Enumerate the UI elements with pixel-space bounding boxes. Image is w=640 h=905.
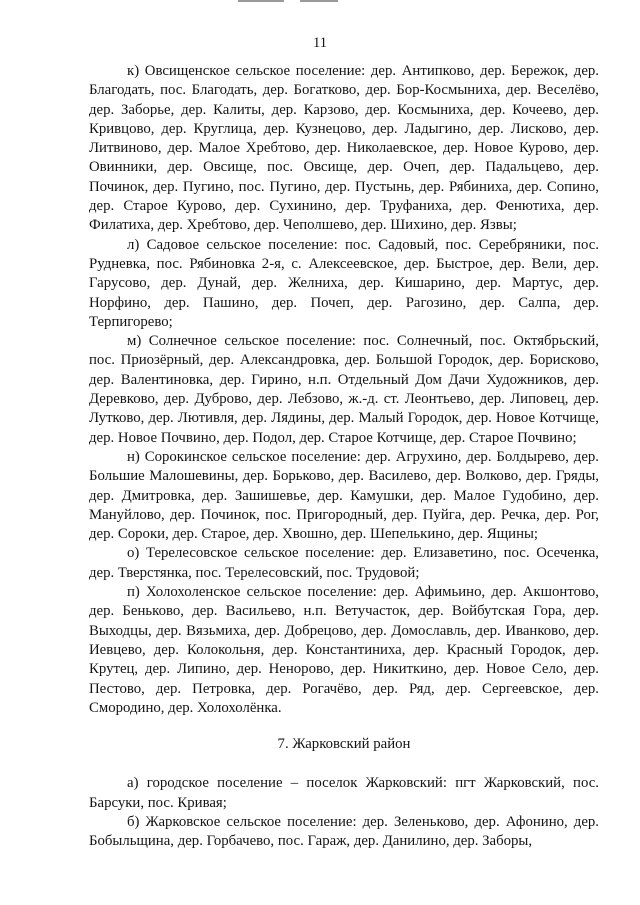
paragraph-zharkovskoe-selskoe: б) Жарковское сельское поселение: дер. Зеленьково, дер. Афонино, дер. Бобыльщина, дер. Горбачево, пос. Гараж, дер. Данилино, дер. Заборы, [89, 813, 599, 850]
paragraph-solnechnoe: м) Солнечное сельское поселение: пос. Солнечный, пос. Октябрьский, пос. Приозёрный, дер. Александровка, дер. Большой Городок, дер. Борисково, дер. Валентиновка, дер. Гирино, н.п. Отдельный Дом Дачи Художников, дер. Деревково, дер. Дуброво, дер. Лебзово, ж.-д. ст. Леонтьево, дер. Липовец, дер. Лутково, дер. Лютивля, дер. Лядины, дер. Малый Городок, дер. Новое Котчище, дер. Новое Почвино, дер. Подол, дер. Старое Котчище, дер. Старое Почвино; [89, 333, 599, 446]
spacer [89, 718, 599, 735]
spacer [89, 754, 599, 774]
paragraph-terelesovskoe: о) Терелесовское сельское поселение: дер. Елизаветино, пос. Осеченка, дер. Тверстянка, пос. Терелесовский, пос. Трудовой; [89, 545, 599, 581]
page-number: 11 [313, 35, 327, 51]
section-heading: 7. Жарковский район [277, 736, 411, 753]
top-edge-rule [238, 0, 284, 2]
document-body [89, 62, 599, 852]
paragraph-gorodskoe-zharkovsky: а) городское поселение – поселок Жарковский: пгт Жарковский, пос. Барсуки, пос. Кривая; [89, 775, 599, 811]
top-edge-rule [300, 0, 338, 2]
paragraph-ovsishchenskoe: к) Овсищенское сельское поселение: дер. Антипково, дер. Бережок, дер. Благодать, пос. Благодать, дер. Богатково, дер. Бор-Космыниха, дер. Веселёво, дер. Заборье, дер. Калиты, дер. Карзово, дер. Космыниха, дер. Кочеево, дер. Кривцово, дер. Круглица, дер. Кузнецово, дер. Ладыгино, дер. Лисково, дер. Литвиново, дер. Малое Хребтово, дер. Николаевское, дер. Новое Курово, дер. Овинники, дер. Овсище, пос. Овсище, дер. Очеп, дер. Падальцево, дер. Починок, дер. Пугино, пос. Пугино, дер. Пустынь, дер. Рябиниха, дер. Сопино, дер. Старое Курово, дер. Сухинино, дер. Труфаниха, дер. Фенютиха, дер. Филатиха, дер. Хребтово, дер. Чеполшево, дер. Шихино, дер. Язвы; [89, 63, 599, 234]
paragraph-sorokinskoe: н) Сорокинское сельское поселение: дер. Агрухино, дер. Болдырево, дер. Большие Малошевины, дер. Борьково, дер. Василево, дер. Волково, дер. Гряды, дер. Дмитровка, дер. Зашишевье, дер. Камушки, дер. Малое Гудобино, дер. Мануйлово, дер. Починок, пос. Пригородный, дер. Пуйга, дер. Речка, дер. Рог, дер. Сороки, дер. Старое, дер. Хвошно, дер. Шепелькино, дер. Ящины; [89, 448, 599, 543]
paragraph-sadovoe: л) Садовое сельское поселение: пос. Садовый, пос. Серебряники, пос. Рудневка, пос. Рябиновка 2-я, с. Алексеевское, дер. Быстрое, дер. Вели, дер. Гарусово, дер. Дунай, дер. Желниха, дер. Кишарино, дер. Мартус, дер. Норфино, дер. Пашино, дер. Почеп, дер. Рагозино, дер. Салпа, дер. Терпигорево; [89, 236, 599, 330]
paragraph-kholokholenskoe: п) Холохоленское сельское поселение: дер. Афимьино, дер. Акшонтово, дер. Беньково, дер. Васильево, н.п. Ветучасток, дер. Войбутская Гора, дер. Выходцы, дер. Вязьмиха, дер. Добрецово, дер. Домославль, дер. Иванково, дер. Иевцево, дер. Колокольня, дер. Константиниха, дер. Красный Городок, дер. Крутец, дер. Липино, дер. Ненорово, дер. Никиткино, дер. Новое Село, дер. Пестово, дер. Петровка, дер. Рогачёво, дер. Ряд, дер. Сергеевское, дер. Смородино, дер. Холохолёнка. [89, 584, 599, 716]
